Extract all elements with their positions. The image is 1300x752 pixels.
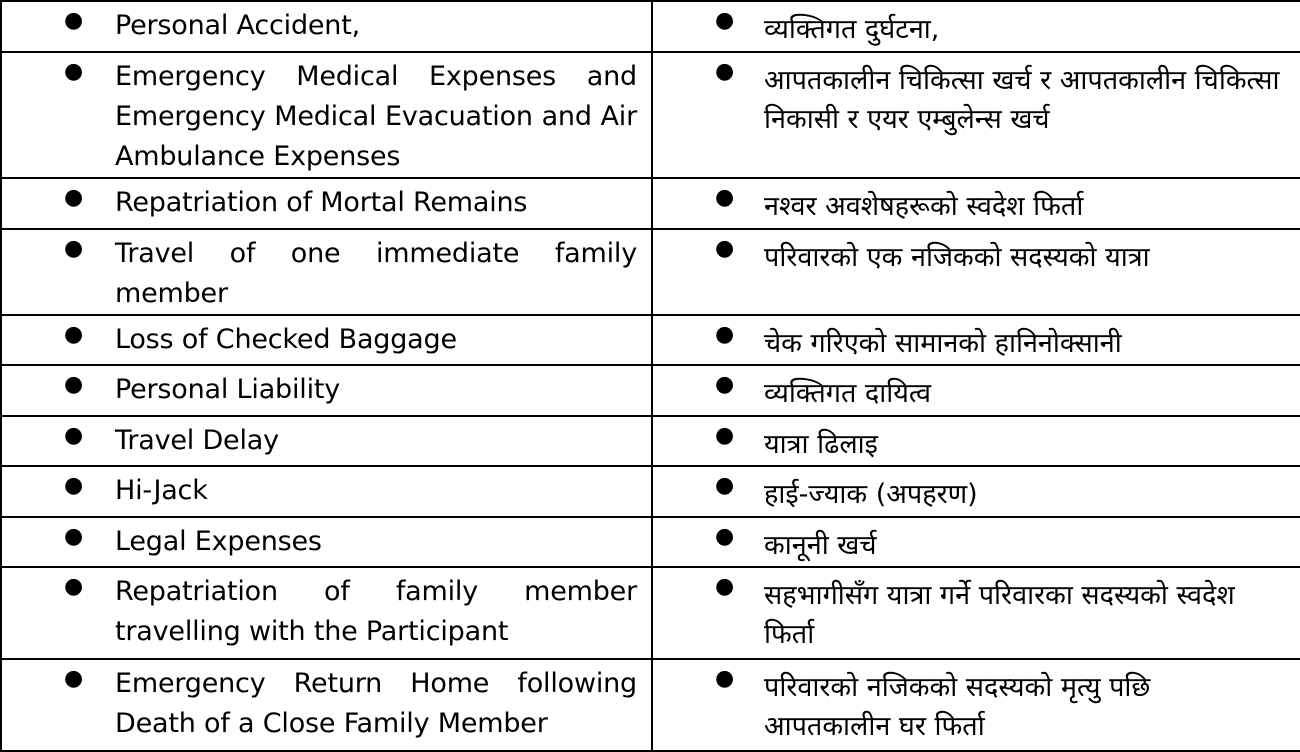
bullet-icon: ● [715, 524, 735, 549]
nepali-cell [652, 52, 1300, 178]
bullet-icon: ● [715, 372, 735, 397]
bullet-icon: ● [715, 666, 735, 691]
english-cell [1, 416, 652, 466]
bullet-icon: ● [715, 322, 735, 347]
nepali-text: परिवारको नजिकको सदस्यको मृत्यु पछि आपतकालीन घर फिर्ता [764, 672, 1151, 742]
bullet-icon: ● [64, 185, 84, 210]
nepali-cell [652, 466, 1300, 517]
nepali-cell [652, 229, 1300, 315]
nepali-cell [652, 1, 1300, 52]
table-row [1, 416, 1300, 466]
english-cell [1, 229, 652, 315]
bullet-icon: ● [715, 59, 735, 84]
english-text: Emergency Medical Expenses and Emergency Medical Evacuation and Air Ambulance Expenses [115, 61, 637, 172]
nepali-text: आपतकालीन चिकित्सा खर्च र आपतकालीन चिकित्सा निकासी र एयर एम्बुलेन्स खर्च [764, 65, 1280, 135]
english-text: Travel of one immediate family member [115, 238, 637, 309]
nepali-cell [652, 567, 1300, 659]
nepali-cell [652, 315, 1300, 365]
bullet-icon: ● [64, 236, 84, 261]
english-text: Emergency Return Home following Death of a Close Family Member [115, 668, 637, 739]
english-cell [1, 52, 652, 178]
nepali-text: नश्वर अवशेषहरूको स्वदेश फिर्ता [764, 191, 1084, 222]
english-cell [1, 178, 652, 229]
nepali-text: कानूनी खर्च [764, 530, 877, 561]
nepali-cell [652, 365, 1300, 416]
table-row [1, 229, 1300, 315]
bullet-icon: ● [715, 236, 735, 261]
nepali-text: हाई-ज्याक (अपहरण) [764, 479, 978, 510]
table-row [1, 365, 1300, 416]
bullet-icon: ● [715, 423, 735, 448]
english-cell [1, 1, 652, 52]
english-text: Repatriation of family member travelling with the Participant [115, 576, 637, 647]
table-row [1, 466, 1300, 517]
nepali-cell [652, 517, 1300, 567]
nepali-cell [652, 416, 1300, 466]
bullet-icon: ● [715, 8, 735, 33]
english-cell [1, 517, 652, 567]
english-text: Loss of Checked Baggage [115, 324, 457, 355]
english-text: Travel Delay [115, 425, 279, 456]
table-row [1, 659, 1300, 751]
english-text: Personal Accident, [115, 10, 360, 41]
nepali-text: व्यक्तिगत दायित्व [764, 378, 932, 409]
bullet-icon: ● [715, 185, 735, 210]
english-cell [1, 567, 652, 659]
bullet-icon: ● [64, 372, 84, 397]
table-row [1, 52, 1300, 178]
bullet-icon: ● [64, 574, 84, 599]
nepali-text: परिवारको एक नजिकको सदस्यको यात्रा [764, 242, 1150, 273]
nepali-text: सहभागीसँग यात्रा गर्ने परिवारका सदस्यको स्वदेश फिर्ता [764, 580, 1235, 650]
english-cell [1, 315, 652, 365]
english-text: Hi-Jack [115, 475, 208, 506]
nepali-text: व्यक्तिगत दुर्घटना, [764, 14, 940, 45]
table-row [1, 517, 1300, 567]
english-cell [1, 466, 652, 517]
table-row [1, 567, 1300, 659]
english-text: Personal Liability [115, 374, 341, 405]
nepali-text: यात्रा ढिलाइ [764, 429, 878, 460]
english-cell [1, 365, 652, 416]
bullet-icon: ● [64, 423, 84, 448]
table-row [1, 315, 1300, 365]
bullet-icon: ● [64, 666, 84, 691]
table-row [1, 1, 1300, 52]
bullet-icon: ● [715, 473, 735, 498]
english-text: Repatriation of Mortal Remains [115, 187, 528, 218]
table-row [1, 178, 1300, 229]
english-text: Legal Expenses [115, 526, 322, 557]
bullet-icon: ● [64, 524, 84, 549]
bullet-icon: ● [64, 59, 84, 84]
bullet-icon: ● [64, 8, 84, 33]
bullet-icon: ● [64, 322, 84, 347]
nepali-cell [652, 659, 1300, 751]
english-cell [1, 659, 652, 751]
nepali-cell [652, 178, 1300, 229]
nepali-text: चेक गरिएको सामानको हानिनोक्सानी [764, 328, 1122, 359]
bullet-icon: ● [64, 473, 84, 498]
bullet-icon: ● [715, 574, 735, 599]
